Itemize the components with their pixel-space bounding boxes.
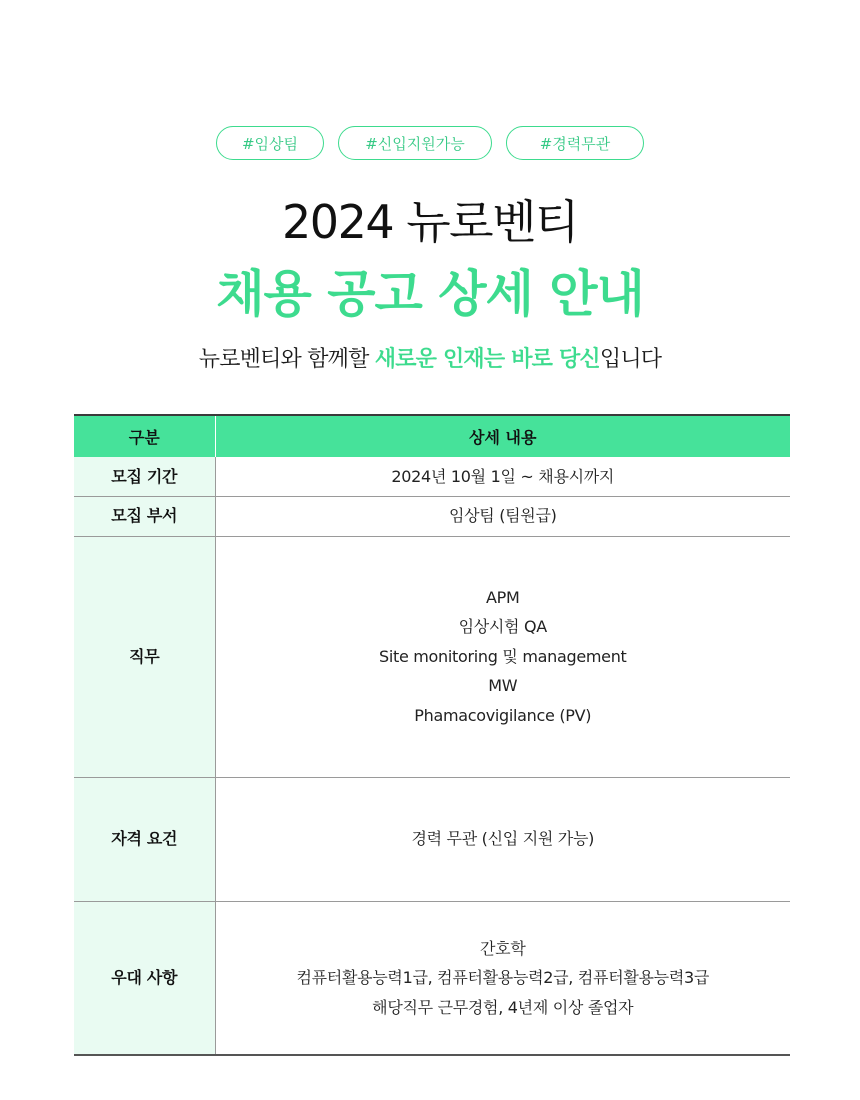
row-value-department (215, 496, 790, 536)
job-line: MW (488, 676, 518, 696)
subtitle-prefix: 뉴로벤티와 함께할 (198, 347, 375, 372)
job-line: APM (486, 587, 520, 607)
row-value-preference (215, 901, 790, 1055)
table-row-qualification (74, 777, 790, 901)
hashtag-experience-irrelevant: #경력무관 (506, 126, 644, 160)
preference-line: 해당직무 근무경험, 4년제 이상 졸업자 (372, 997, 634, 1017)
row-value-job (215, 536, 790, 777)
row-label-period: 모집 기간 (74, 457, 215, 496)
hashtag-newcomer-welcome: #신입지원가능 (338, 126, 492, 160)
preference-line: 컴퓨터활용능력1급, 컴퓨터활용능력2급, 컴퓨터활용능력3급 (296, 968, 710, 987)
department-line: 임상팀 (팀원급) (448, 506, 557, 526)
row-label-department: 모집 부서 (74, 496, 215, 536)
table-header-row (74, 415, 790, 457)
table-row-period (74, 457, 790, 496)
recruitment-detail-table (74, 414, 790, 1056)
header-details: 상세 내용 (215, 415, 790, 457)
job-line: Phamacovigilance (PV) (414, 705, 592, 725)
period-line: 2024년 10월 1일 ~ 채용시까지 (391, 466, 615, 486)
preference-line: 간호학 (480, 938, 526, 958)
job-line: 임상시험 QA (458, 617, 547, 637)
page-title-year-company: 2024 뉴로벤티 (282, 195, 578, 249)
table-row-job (74, 536, 790, 777)
qualification-line: 경력 무관 (신입 지원 가능) (411, 829, 595, 849)
header-category: 구분 (74, 415, 215, 457)
job-line: Site monitoring 및 management (378, 646, 627, 666)
subtitle-highlight: 새로운 인재는 바로 당신 (374, 347, 600, 372)
row-label-qualification: 자격 요건 (74, 777, 215, 901)
row-value-period (215, 457, 790, 496)
row-label-preference: 우대 사항 (74, 901, 215, 1055)
row-value-qualification (215, 777, 790, 901)
table-row-department (74, 496, 790, 536)
page-subtitle (0, 342, 860, 373)
hashtag-list (0, 126, 860, 160)
subtitle-suffix: 입니다 (599, 347, 662, 372)
page-title-recruitment: 채용 공고 상세 안내 (216, 265, 644, 323)
table-row-preference (74, 901, 790, 1055)
hashtag-clinical-team: #임상팀 (216, 126, 324, 160)
row-label-job: 직무 (74, 536, 215, 777)
